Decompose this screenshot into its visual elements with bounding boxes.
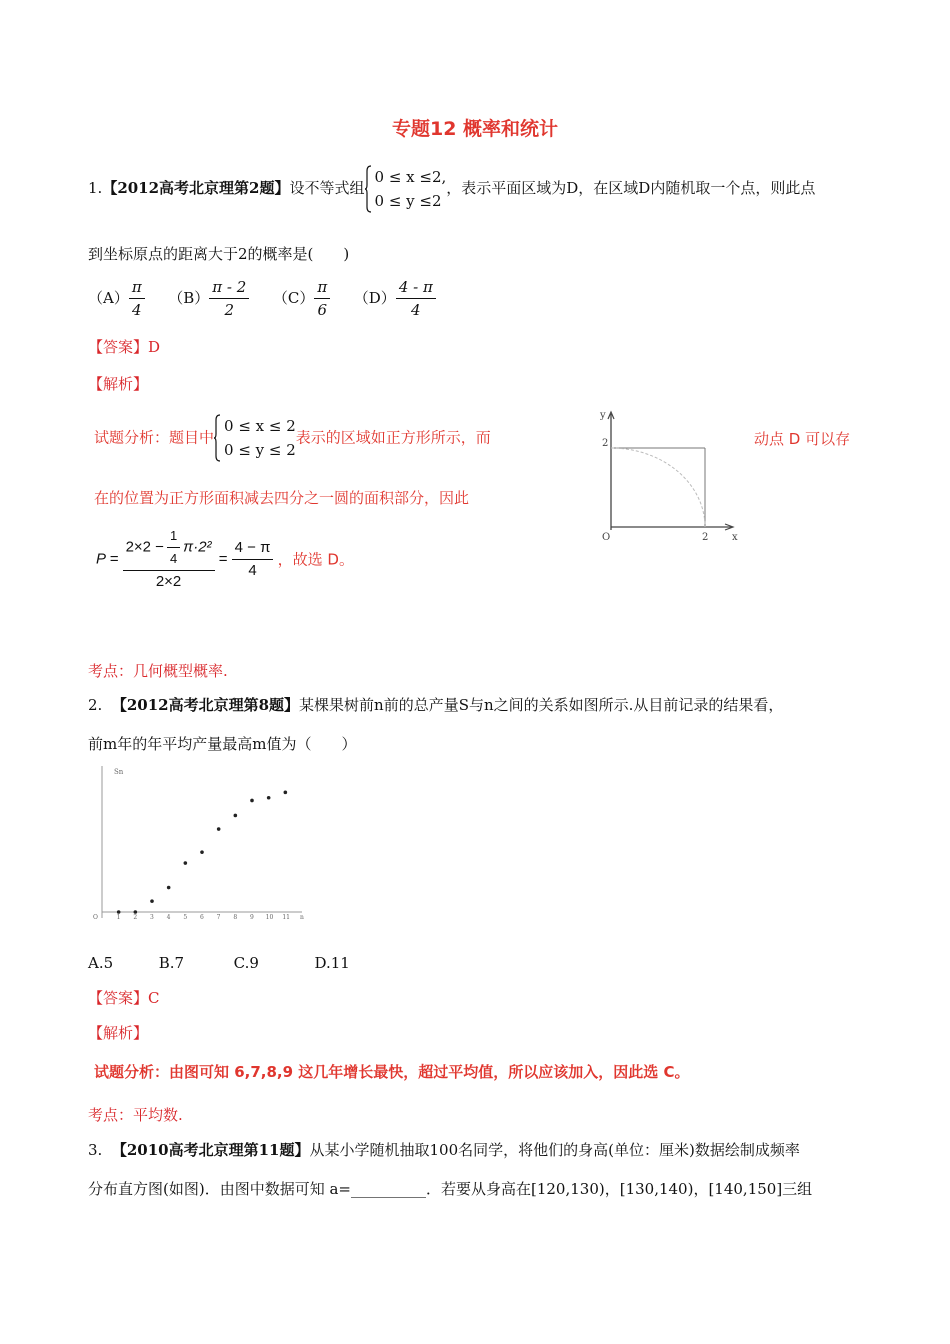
chart-x-tick: 6 (200, 914, 204, 921)
option-label: （D） (353, 288, 396, 307)
formula-main-num (123, 525, 215, 571)
q1-analysis-line1 (94, 414, 491, 462)
option-label: （A） (88, 288, 129, 307)
formula-p: P = (96, 550, 119, 568)
q1-analysis-label: 【解析】 (88, 375, 149, 393)
chart-x-tick: 2 (133, 914, 138, 921)
q1-option-c (272, 278, 330, 319)
formula-eq: = (218, 550, 228, 568)
option-num: π (129, 276, 145, 299)
q2-option-c: C.9 (233, 954, 259, 972)
chart-points (117, 791, 287, 914)
q2-stem-a: 某棵果树前n前的总产量S与n之间的关系如图所示.从目前记录的结果看， (299, 696, 784, 714)
chart-x-tick-labels (93, 914, 304, 921)
chart-x-tick: 7 (216, 914, 221, 921)
q3-stem-a: 从某小学随机抽取100名同学，将他们的身高(单位：厘米)数据绘制成频率 (309, 1141, 800, 1159)
chart-x-tick: 9 (250, 914, 254, 921)
q2-kaodian: 考点：平均数. (88, 1106, 183, 1124)
quarter-num: 1 (167, 525, 180, 548)
q2-option-d: D.11 (314, 954, 350, 972)
q2-stem-line1 (88, 694, 783, 715)
formula-main-den: 2×2 (155, 573, 182, 590)
q3-stem-line1 (88, 1139, 800, 1160)
q1-ineq-2: 0 ≤ y ≤2 (374, 192, 442, 210)
q1-number: 1. (88, 179, 103, 197)
chart-point-4 (167, 886, 171, 890)
formula-main-frac (123, 525, 215, 593)
result-num: 4 − π (232, 537, 274, 560)
chart-point-10 (267, 796, 271, 800)
page-title: 专题12 概率和统计 (391, 118, 559, 140)
chart-point-11 (284, 791, 288, 795)
graph-y-label: y (600, 410, 606, 421)
option-num: π (314, 276, 330, 299)
q3-number: 3. (88, 1141, 103, 1159)
q1-source: 【2012高考北京理第2题】 (102, 179, 290, 197)
num-a: 2×2 − (125, 538, 164, 556)
option-den: 6 (317, 301, 328, 319)
chart-point-5 (184, 861, 188, 865)
option-label: （B） (168, 288, 210, 307)
num-b: π·2² (183, 538, 212, 556)
chart-ylabel: Sn (114, 768, 124, 776)
q1-kaodian: 考点：几何概型概率. (88, 662, 228, 680)
chart-x-tick: 4 (166, 914, 171, 921)
chart-x-tick: 1 (116, 914, 121, 921)
formula-tail: ，故选 D。 (277, 550, 354, 569)
option-den: 4 (132, 301, 142, 319)
q3-source: 【2010高考北京理第11题】 (111, 1141, 310, 1159)
option-num: π - 2 (209, 276, 249, 299)
q1-analysis-a: 试题分析：题目中 (94, 428, 215, 447)
graph-origin: O (602, 532, 611, 543)
q1-stem-a: 设不等式组 (289, 179, 365, 197)
q1-stem-line1 (88, 165, 815, 213)
q1-analysis-c: 动点 D 可以存 (754, 430, 851, 448)
q2-option-a: A.5 (88, 954, 114, 972)
q1-options (88, 276, 436, 321)
q2-analysis-label: 【解析】 (88, 1024, 149, 1042)
q1-formula (96, 525, 354, 593)
q2-options (88, 954, 350, 972)
q3-stem-b: 分布直方图(如图)．由图中数据可知 a=__________．若要从身高在[120,130)，[130,140)，[140,150]三组 (88, 1180, 813, 1198)
chart-x-tick: 11 (282, 914, 290, 921)
q2-scatter-chart (88, 760, 310, 930)
chart-x-tick: n (300, 914, 304, 921)
q2-number: 2. (88, 696, 103, 714)
option-den: 4 (411, 301, 421, 319)
q1-a-ineq-2: 0 ≤ y ≤ 2 (224, 441, 296, 459)
chart-x-tick: 5 (183, 914, 188, 921)
option-label: （C） (272, 288, 315, 307)
chart-x-tick: 8 (233, 914, 238, 921)
chart-x-tick: 10 (265, 914, 274, 921)
chart-point-6 (200, 850, 204, 854)
q1-analysis-ineq (214, 414, 296, 462)
q1-inequality-system (365, 165, 447, 213)
q2-stem-b: 前m年的年平均产量最高m值为（ ） (88, 735, 357, 753)
q1-analysis-d: 在的位置为正方形面积减去四分之一圆的面积部分，因此 (94, 489, 470, 507)
chart-point-3 (150, 899, 154, 903)
q1-region-graph (592, 404, 744, 544)
result-den: 4 (248, 561, 257, 579)
q1-analysis-b: 表示的区域如正方形所示，而 (295, 428, 491, 447)
q1-stem-b: ，表示平面区域为D，在区域D内随机取一个点，则此点 (446, 179, 816, 197)
quarter-circle (611, 448, 705, 527)
graph-tick-x: 2 (702, 532, 709, 543)
graph-x-label: x (732, 532, 738, 543)
q2-analysis: 试题分析：由图可知 6,7,8,9 这几年增长最快，超过平均值，所以应该加入，因此选 C。 (94, 1063, 690, 1081)
q1-stem-c: 到坐标原点的距离大于2的概率是( ) (88, 245, 350, 263)
option-den: 2 (224, 301, 235, 319)
graph-tick-y: 2 (602, 438, 609, 449)
q1-answer: 【答案】D (88, 338, 161, 356)
chart-point-9 (250, 799, 254, 803)
chart-point-7 (217, 827, 221, 831)
chart-x-tick: 3 (150, 914, 154, 921)
q1-option-a (88, 278, 145, 319)
q1-ineq-1: 0 ≤ x ≤2, (374, 168, 447, 186)
q2-answer: 【答案】C (88, 989, 160, 1007)
q2-option-b: B.7 (158, 954, 185, 972)
formula-result-frac (232, 537, 274, 582)
chart-point-8 (234, 814, 238, 818)
q2-source: 【2012高考北京理第8题】 (111, 696, 300, 714)
quarter-den: 4 (169, 551, 178, 566)
option-num: 4 - π (396, 276, 436, 299)
q1-a-ineq-1: 0 ≤ x ≤ 2 (224, 417, 296, 435)
chart-x-tick: O (93, 914, 98, 921)
